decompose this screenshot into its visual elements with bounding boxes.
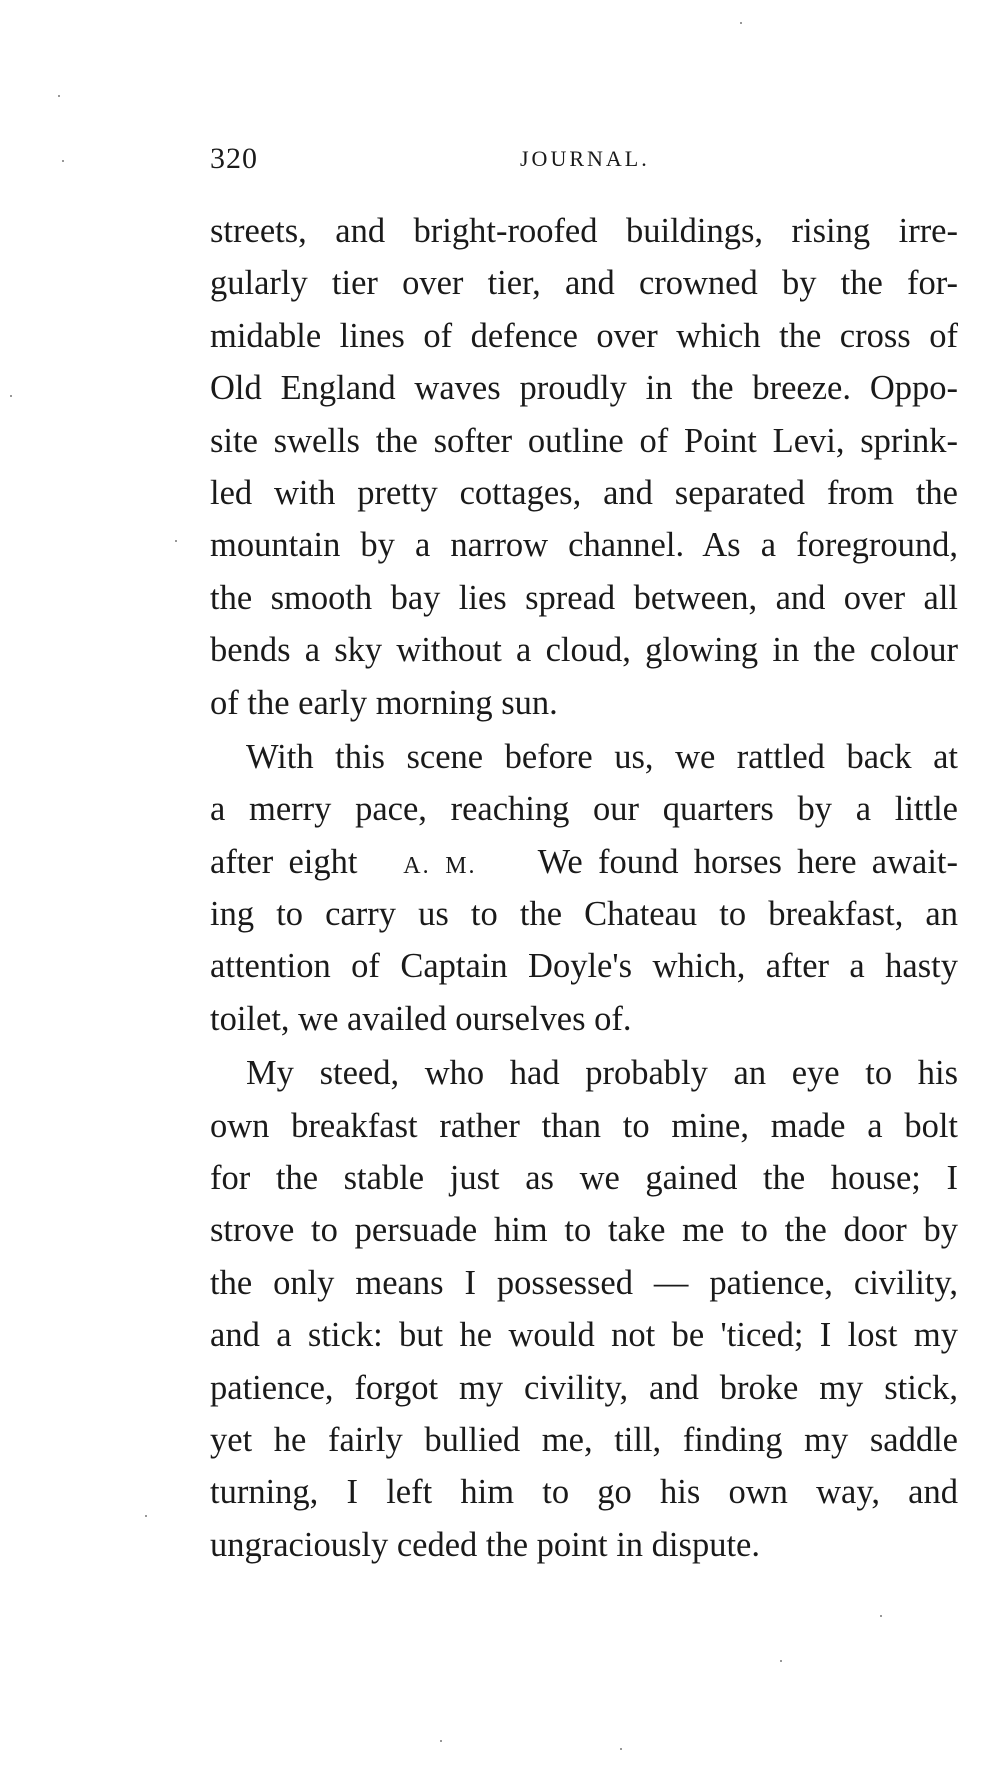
- running-head: JOURNAL.: [520, 146, 650, 171]
- text-line: streets, and bright-roofed buildings, rising irre-: [210, 212, 958, 250]
- paragraph-3: [210, 1047, 958, 1571]
- text-line: ungraciously ceded the point in dispute.: [210, 1525, 760, 1564]
- text-line: Old England waves proudly in the breeze. Oppo-: [210, 369, 958, 408]
- paper-speck: [175, 540, 177, 542]
- body-text: [210, 205, 958, 1571]
- paper-speck: [880, 1615, 882, 1617]
- text-line: strove to persuade him to take me to the door by: [210, 1211, 958, 1250]
- text-line-with-small-caps: [210, 836, 958, 888]
- text-line: midable lines of defence over which the cross of: [210, 316, 958, 355]
- page-header: [210, 142, 960, 182]
- text-line: the smooth bay lies spread between, and over all: [210, 578, 958, 617]
- paper-speck: [740, 22, 742, 24]
- paper-speck: [440, 1740, 442, 1742]
- text-fragment: after eight: [210, 842, 358, 881]
- paper-speck: [145, 1515, 147, 1517]
- small-caps-time: A. M.: [403, 852, 477, 879]
- text-line: bends a sky without a cloud, glowing in the colour: [210, 631, 958, 670]
- paper-speck: [620, 1748, 622, 1750]
- text-line: With this scene before us, we rattled back at: [246, 737, 958, 776]
- text-line: for the stable just as we gained the house; I: [210, 1159, 958, 1198]
- text-line: own breakfast rather than to mine, made a bolt: [210, 1106, 958, 1145]
- text-line: gularly tier over tier, and crowned by the for-: [210, 264, 958, 303]
- text-line: patience, forgot my civility, and broke my stick,: [210, 1368, 958, 1407]
- text-line: led with pretty cottages, and separated from the: [210, 473, 958, 512]
- text-fragment: We found horses here await-: [537, 842, 958, 881]
- text-line: ing to carry us to the Chateau to breakfast, an: [210, 895, 958, 934]
- paper-speck: [780, 1660, 782, 1662]
- text-line: of the early morning sun.: [210, 683, 558, 722]
- text-line: mountain by a narrow channel. As a foreground,: [210, 526, 958, 565]
- paragraph-2: [210, 731, 958, 1045]
- text-line: site swells the softer outline of Point Levi, sprink-: [210, 421, 958, 460]
- text-line: yet he fairly bullied me, till, finding my saddle: [210, 1420, 958, 1459]
- text-line: toilet, we availed ourselves of.: [210, 999, 632, 1038]
- paper-speck: [58, 95, 60, 97]
- text-line: turning, I left him to go his own way, and: [210, 1473, 958, 1512]
- paper-speck: [10, 395, 12, 397]
- text-line: attention of Captain Doyle's which, after a hasty: [210, 947, 958, 986]
- text-line: the only means I possessed — patience, civility,: [210, 1263, 958, 1302]
- text-line: My steed, who had probably an eye to his: [246, 1054, 958, 1093]
- page-number: 320: [210, 142, 258, 175]
- paper-speck: [62, 160, 64, 162]
- text-line: and a stick: but he would not be 'ticed; I lost my: [210, 1316, 958, 1355]
- text-line: a merry pace, reaching our quarters by a little: [210, 790, 958, 829]
- paragraph-1: [210, 205, 958, 729]
